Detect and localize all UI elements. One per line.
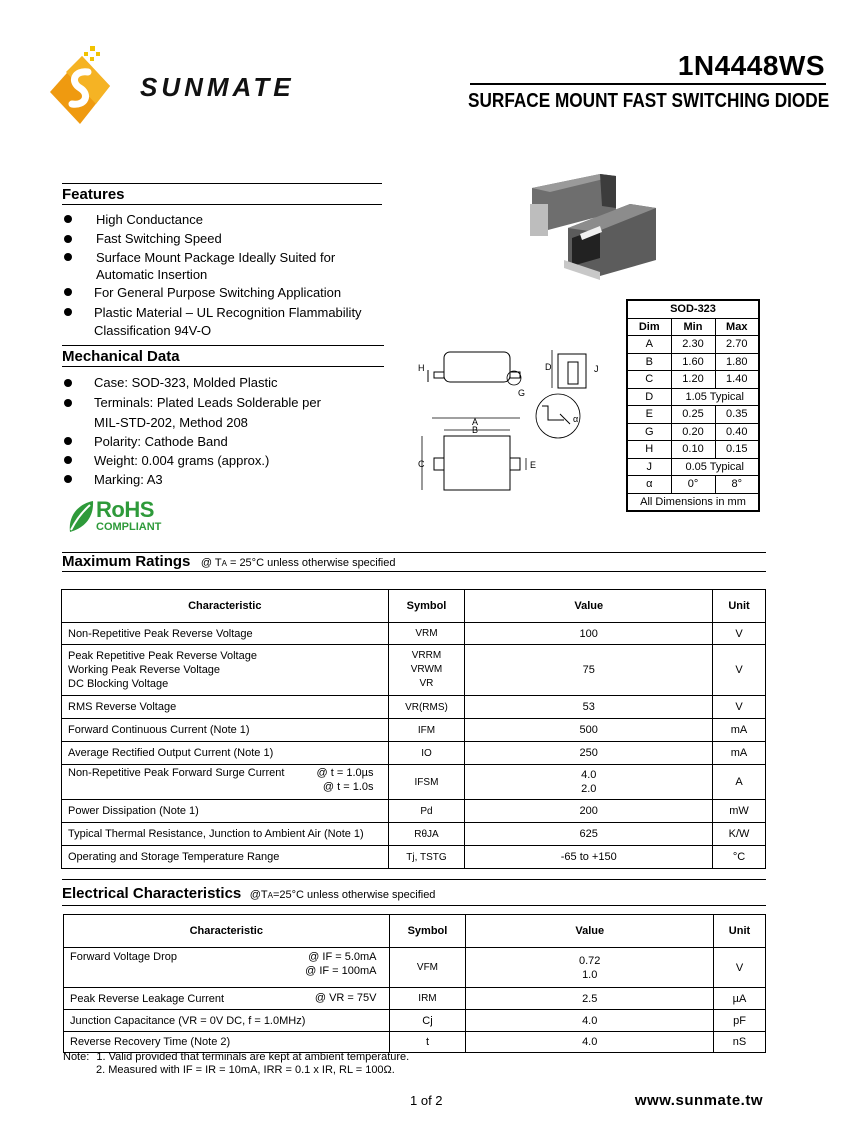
elec-bottom-rule: [62, 905, 766, 906]
value-cell: -65 to +150: [465, 846, 713, 869]
unit-cell: °C: [713, 846, 766, 869]
value-line: 2.0: [581, 783, 597, 795]
dimension-table: [626, 299, 760, 512]
bullet-icon: [64, 379, 72, 387]
list-item: Classification 94V-O: [94, 323, 212, 338]
dim-cell: 2.70: [715, 336, 759, 354]
char-cell: Peak Reverse Leakage Current: [70, 992, 225, 1005]
leaf-icon: [66, 498, 96, 534]
char-cell: Forward Voltage Drop: [70, 951, 177, 963]
rohs-badge: [66, 498, 176, 534]
bullet-icon: [64, 308, 72, 316]
unit-cell: V: [713, 696, 766, 719]
symbol-cell: Tj, TSTG: [388, 846, 465, 869]
value-line: 0.72: [579, 954, 601, 967]
notes-label: Note:: [63, 1051, 90, 1063]
label-e: E: [530, 460, 537, 470]
table-row: [62, 800, 766, 823]
label-d: D: [545, 362, 552, 372]
symbol-cell: VRM: [388, 623, 465, 645]
condition-text: @ VR = 75V: [314, 992, 377, 1004]
symbol-cell: VR(RMS): [388, 696, 465, 719]
max-ratings-condition: @ TA = 25°C unless otherwise specified: [200, 557, 396, 569]
char-line: Working Peak Reverse Voltage: [68, 664, 221, 676]
website-link[interactable]: www.sunmate.tw: [634, 1092, 763, 1109]
max-ratings-heading-row: [62, 553, 395, 571]
brand-wordmark: SUNMATE: [140, 72, 295, 102]
header-rule: [470, 83, 826, 85]
list-item: MIL-STD-202, Method 208: [94, 415, 248, 430]
max-ratings-bottom-rule: [62, 571, 766, 572]
condition-text: @ t = 1.0µs: [316, 767, 374, 779]
mechanical-list: [64, 373, 394, 493]
char-cell: Operating and Storage Temperature Range: [62, 846, 389, 869]
electrical-heading: Electrical Characteristics: [62, 885, 242, 902]
table-row: [62, 719, 766, 742]
unit-cell: V: [713, 645, 766, 696]
char-cell: Typical Thermal Resistance, Junction to Ambient Air (Note 1): [62, 823, 389, 846]
dim-cell: A: [627, 336, 671, 354]
symbol-line: VRRM: [411, 650, 442, 661]
label-h: H: [418, 363, 425, 373]
bullet-icon: [64, 437, 72, 445]
dim-cell: 0.40: [715, 423, 759, 441]
list-item: High Conductance: [96, 212, 203, 227]
dim-cell: J: [627, 458, 671, 476]
char-line: DC Blocking Voltage: [68, 678, 169, 690]
value-cell: 4.0: [466, 1010, 714, 1032]
dim-cell: 1.60: [671, 353, 715, 371]
dim-header: Max: [715, 318, 759, 336]
list-item: Fast Switching Speed: [96, 231, 222, 246]
unit-cell: V: [713, 623, 766, 645]
value-line: 4.0: [581, 769, 597, 781]
dim-table-title: SOD-323: [627, 300, 759, 318]
part-number: 1N4448WS: [677, 50, 825, 81]
symbol-cell: Cj: [389, 1010, 466, 1032]
electrical-condition: @TA=25°C unless otherwise specified: [249, 889, 436, 901]
max-ratings-heading: Maximum Ratings: [62, 553, 191, 570]
electrical-table: [63, 914, 766, 1053]
condition-text: @ t = 1.0s: [322, 781, 374, 793]
value-cell: 250: [465, 742, 713, 765]
list-item: Plastic Material – UL Recognition Flammability: [94, 305, 362, 320]
value-cell: 4.0: [466, 1032, 714, 1053]
dim-cell: 1.20: [671, 371, 715, 389]
col-header: Characteristic: [64, 915, 390, 948]
table-row: [62, 742, 766, 765]
label-g: G: [518, 388, 526, 398]
product-subtitle: SURFACE MOUNT FAST SWITCHING DIODE: [468, 90, 830, 112]
table-row: [62, 645, 766, 696]
table-row: [64, 1010, 766, 1032]
list-item: Weight: 0.004 grams (approx.): [94, 453, 270, 468]
electrical-heading-row: [62, 885, 435, 903]
condition-text: @ IF = 100mA: [305, 965, 377, 977]
value-cell: 2.5: [466, 988, 714, 1010]
char-cell: RMS Reverse Voltage: [62, 696, 389, 719]
col-header: Unit: [714, 915, 766, 948]
value-cell: 75: [465, 645, 713, 696]
value-cell: 53: [465, 696, 713, 719]
features-heading: Features: [62, 186, 125, 203]
dim-header: Min: [671, 318, 715, 336]
package-photo: [520, 168, 670, 280]
bullet-icon: [64, 475, 72, 483]
dim-cell: 1.40: [715, 371, 759, 389]
symbol-cell: IRM: [389, 988, 466, 1010]
table-row: [62, 846, 766, 869]
symbol-cell: t: [389, 1032, 466, 1053]
symbol-cell: Pd: [388, 800, 465, 823]
label-a: A: [472, 417, 479, 427]
table-row: [62, 696, 766, 719]
unit-cell: mA: [713, 719, 766, 742]
unit-cell: mW: [713, 800, 766, 823]
value-cell: 200: [465, 800, 713, 823]
label-b: B: [472, 425, 479, 435]
max-ratings-table: [61, 589, 766, 869]
dim-cell: 2.30: [671, 336, 715, 354]
page-number: 1 of 2: [410, 1093, 443, 1108]
rohs-sublabel: COMPLIANT: [96, 521, 162, 533]
condition-text: @ IF = 5.0mA: [308, 951, 377, 963]
dim-cell: 1.05 Typical: [671, 388, 759, 406]
elec-top-rule: [62, 879, 766, 880]
table-row: [62, 823, 766, 846]
rohs-label: RoHS: [96, 497, 154, 522]
dim-table-footer: All Dimensions in mm: [627, 493, 759, 511]
unit-cell: pF: [714, 1010, 766, 1032]
dim-cell: 0.05 Typical: [671, 458, 759, 476]
char-cell: Non-Repetitive Peak Forward Surge Current: [68, 767, 285, 779]
dim-cell: C: [627, 371, 671, 389]
unit-cell: A: [713, 765, 766, 800]
dim-cell: 0.25: [671, 406, 715, 424]
list-item: For General Purpose Switching Application: [94, 285, 342, 300]
dim-cell: B: [627, 353, 671, 371]
col-header: Unit: [713, 590, 766, 623]
mechanical-heading: Mechanical Data: [62, 348, 180, 365]
char-cell: Forward Continuous Current (Note 1): [62, 719, 389, 742]
unit-cell: nS: [714, 1032, 766, 1053]
table-row: [64, 1032, 766, 1053]
features-bottom-rule: [62, 204, 382, 205]
char-cell: Reverse Recovery Time (Note 2): [64, 1032, 390, 1053]
dim-cell: 0.10: [671, 441, 715, 459]
col-header: Symbol: [388, 590, 465, 623]
features-top-rule: [62, 183, 382, 184]
mech-bottom-rule: [62, 366, 384, 367]
col-header: Value: [466, 915, 714, 948]
label-j: J: [594, 364, 599, 374]
symbol-cell: IFM: [388, 719, 465, 742]
dim-cell: 0.15: [715, 441, 759, 459]
value-cell: 500: [465, 719, 713, 742]
char-cell: Average Rectified Output Current (Note 1): [62, 742, 389, 765]
dim-cell: G: [627, 423, 671, 441]
char-cell: Junction Capacitance (VR = 0V DC, f = 1.0MHz): [64, 1010, 390, 1032]
value-line: 1.0: [582, 968, 598, 981]
dim-cell: H: [627, 441, 671, 459]
symbol-cell: IFSM: [388, 765, 465, 800]
table-row: [62, 765, 766, 800]
features-list: [64, 210, 394, 345]
notes: [63, 1051, 663, 1076]
dim-cell: 0.35: [715, 406, 759, 424]
bullet-icon: [64, 235, 72, 243]
table-row: [64, 988, 766, 1010]
dim-cell: 8°: [715, 476, 759, 494]
dim-cell: 0.20: [671, 423, 715, 441]
unit-cell: V: [714, 948, 766, 988]
bullet-icon: [64, 456, 72, 464]
symbol-line: VR: [419, 678, 434, 689]
dim-cell: α: [627, 476, 671, 494]
char-cell: Non-Repetitive Peak Reverse Voltage: [62, 623, 389, 645]
list-item: Surface Mount Package Ideally Suited for: [96, 250, 336, 265]
dim-cell: E: [627, 406, 671, 424]
bullet-icon: [64, 253, 72, 261]
list-item: Marking: A3: [94, 472, 163, 487]
table-row: [64, 948, 766, 988]
symbol-line: VRWM: [410, 664, 443, 675]
col-header: Value: [465, 590, 713, 623]
bullet-icon: [64, 399, 72, 407]
list-item: Terminals: Plated Leads Solderable per: [94, 395, 321, 410]
note-2: 2. Measured with IF = IR = 10mA, IRR = 0.1 x IR, RL = 100Ω.: [96, 1064, 395, 1076]
label-alpha: α: [573, 414, 579, 424]
unit-cell: K/W: [713, 823, 766, 846]
symbol-cell: RθJA: [388, 823, 465, 846]
dimension-drawing: [410, 340, 620, 500]
bullet-icon: [64, 215, 72, 223]
note-1: 1. Valid provided that terminals are kept at ambient temperature.: [96, 1051, 410, 1063]
symbol-cell: VFM: [389, 948, 466, 988]
char-cell: Power Dissipation (Note 1): [62, 800, 389, 823]
label-c: C: [418, 459, 425, 469]
list-item: Case: SOD-323, Molded Plastic: [94, 375, 278, 390]
mech-top-rule: [62, 345, 384, 346]
table-row: [62, 623, 766, 645]
company-logo: [44, 42, 314, 132]
col-header: Characteristic: [62, 590, 389, 623]
list-item: Polarity: Cathode Band: [94, 434, 228, 449]
value-cell: 625: [465, 823, 713, 846]
dim-cell: D: [627, 388, 671, 406]
col-header: Symbol: [389, 915, 466, 948]
dim-cell: 0°: [671, 476, 715, 494]
char-line: Peak Repetitive Peak Reverse Voltage: [68, 650, 257, 662]
unit-cell: mA: [713, 742, 766, 765]
list-item: Automatic Insertion: [96, 267, 208, 282]
dim-header: Dim: [627, 318, 671, 336]
value-cell: 100: [465, 623, 713, 645]
bullet-icon: [64, 288, 72, 296]
unit-cell: µA: [714, 988, 766, 1010]
dim-cell: 1.80: [715, 353, 759, 371]
symbol-cell: IO: [388, 742, 465, 765]
